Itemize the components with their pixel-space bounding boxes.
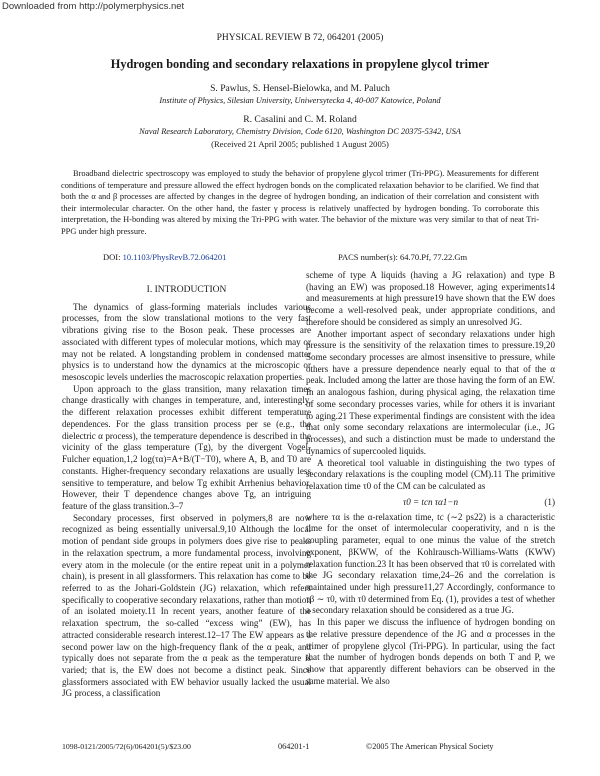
paragraph: Another important aspect of secondary relaxations under high pressure is the sensitivity of the relaxation times to pressure.19,20 Some secondary processes are almost insensitive to pressure, while others have a pressure dependence nearly equal to that of the α peak. Included among the latter are those having the form of an EW. In an analogous fashion, during physical aging, the relaxation time of some secondary processes varies, while for others it is invariant to aging.21 These experimental findings are consistent with the idea that only some secondary relaxations are intermolecular (i.e., JG processes), and such a distinction must be made to understand the dynamics of supercooled liquids. — [306, 328, 555, 456]
download-banner — [2, 1, 184, 12]
authors-group-1: S. Pawlus, S. Hensel-Bielowka, and M. Paluch — [210, 83, 390, 94]
download-prefix: Downloaded from — [2, 1, 80, 12]
paragraph: The dynamics of glass-forming materials includes various processes, from the slow translational motions to the very fast vibrations giving rise to the Boson peak. These processes are associated with different types of molecular motions, which may or may not be related. A longstanding problem in condensed matter physics is to understand how the dynamics at the microscopic or mesoscopic levels underlies the macroscopic relaxation properties. — [62, 301, 311, 383]
doi-label: DOI: — [103, 252, 123, 262]
abstract-text: Broadband dielectric spectroscopy was employed to study the behavior of propylene glycol trimer (Tri-PPG). Measurements for different conditions of temperature and pressure allowed the effect hydrogen bonds on the complicated relaxation behavior to be clarified. We find that both the α and β processes are affected by changes in the degree of hydrogen bonding, an indication of their correlation and consistent with their intermolecular character. On the other hand, the faster γ process is relatively unaffected by hydrogen bonding. To corroborate this interpretation, the H-bonding was altered by mixing the Tri-PPG with water. The behavior of the mixture was very similar to that of neat Tri-PPG under high pressure. — [61, 169, 539, 236]
paragraph: In this paper we discuss the influence of hydrogen bonding on the relative pressure dependence of the JG and α processes in the trimer of propylene glycol (Tri-PPG). In particular, using the fact that the number of hydrogen bonds depends on both T and P, we show that apparently different behaviors can be observed in the same material. We also — [306, 617, 555, 686]
received-dates: (Received 21 April 2005; published 1 August 2005) — [211, 139, 389, 149]
paragraph: Secondary processes, first observed in polymers,8 are now recognized as being essentially universal.9,10 Although the local motion of pendant side groups in polymers does give rise to peaks in the relaxation spectrum, a more fundamental process, involving every atom in the molecule (or the entire repeat unit in a polymer chain), is present in all glassformers. This relaxation has come to be referred to as the Johari-Goldstein (JG) relaxation, which refers specifically to cooperative secondary relaxations, rather than motion of an isolated moiety.11 In recent years, another feature of the relaxation spectrum, the so-called “excess wing” (EW), has attracted considerable research interest.12–17 The EW appears as a second power law on the high-frequency flank of the α peak, and typically does not separate from the α peak as the temperature is varied; that is, the EW does not become a distinct peak. Since glassformers associated with EW behavior usually lacked the usual JG process, a classification — [62, 512, 311, 699]
doi-line — [103, 252, 226, 262]
affiliation-1: Institute of Physics, Silesian University, Uniwersytecka 4, 40-007 Katowice, Poland — [159, 96, 441, 105]
doi-link[interactable]: 10.1103/PhysRevB.72.064201 — [122, 252, 227, 262]
equation-body: τ0 = tcn τα1−n — [402, 496, 459, 507]
equation-number: (1) — [544, 496, 555, 507]
download-link[interactable]: http://polymerphysics.net — [79, 1, 185, 12]
left-column — [62, 285, 311, 700]
right-column — [306, 270, 555, 687]
section-heading: I. INTRODUCTION — [146, 285, 227, 295]
paragraph: scheme of type A liquids (having a JG relaxation) and type B (having an EW) was proposed.18 However, aging experiments14 and measurements at high pressure19 have shown that the EW does become a well-resolved peak, under appropriate conditions, and therefore should be considered as simply an unresolved JG. — [306, 270, 555, 327]
paragraph: Upon approach to the glass transition, many relaxation times change drastically with changes in temperature, and, interestingly, the different relaxation processes exhibit different temperature dependences. For the glass transition process per se (e.g., the dielectric α process), the temperature dependence is described in the vicinity of the glass temperature (Tg), by the divergent Vogel-Fulcher equation,1,2 log(τα)=A+B/(T−T0), where A, B, and T0 are constants. Higher-frequency secondary relaxations are usually less sensitive to temperature, and below Tg exhibit Arrhenius behavior. However, their T dependence changes above Tg, an intriguing feature of the glass transition.3–7 — [62, 383, 311, 511]
footer-page-number: 064201-1 — [278, 742, 310, 751]
abstract — [61, 168, 539, 238]
paper-title: Hydrogen bonding and secondary relaxations in propylene glycol trimer — [110, 57, 490, 71]
footer-copyright: ©2005 The American Physical Society — [366, 742, 494, 751]
paragraph: where τα is the α-relaxation time, tc (∼2 ps22) is a characteristic time for the onset of intermolecular cooperativity, and n is the coupling parameter, equal to one minus the value of the stretch exponent, βKWW, of the Kohlrausch-Williams-Watts (KWW) relaxation function.23 It has been observed that τ0 is correlated with the JG secondary relaxation time,24–26 and the correlation is maintained under high pressure11,27 Accordingly, conformance to τβ ∼ τ0, with τ0 determined from Eq. (1), provides a test of whether a secondary relaxation should be considered as a true JG. — [306, 511, 555, 616]
authors-group-2: R. Casalini and C. M. Roland — [243, 114, 357, 125]
paragraph: A theoretical tool valuable in distinguishing the two types of secondary relaxations is the coupling model (CM).11 The primitive relaxation time τ0 of the CM can be calculated as — [306, 457, 555, 491]
equation-1 — [306, 496, 555, 509]
footer-issn: 1098-0121/2005/72(6)/064201(5)/$23.00 — [62, 742, 191, 751]
journal-header: PHYSICAL REVIEW B 72, 064201 (2005) — [216, 33, 384, 43]
pacs-numbers: PACS number(s): 64.70.Pf, 77.22.Gm — [338, 252, 468, 262]
affiliation-2: Naval Research Laboratory, Chemistry Division, Code 6120, Washington DC 20375-5342, USA — [139, 127, 461, 136]
